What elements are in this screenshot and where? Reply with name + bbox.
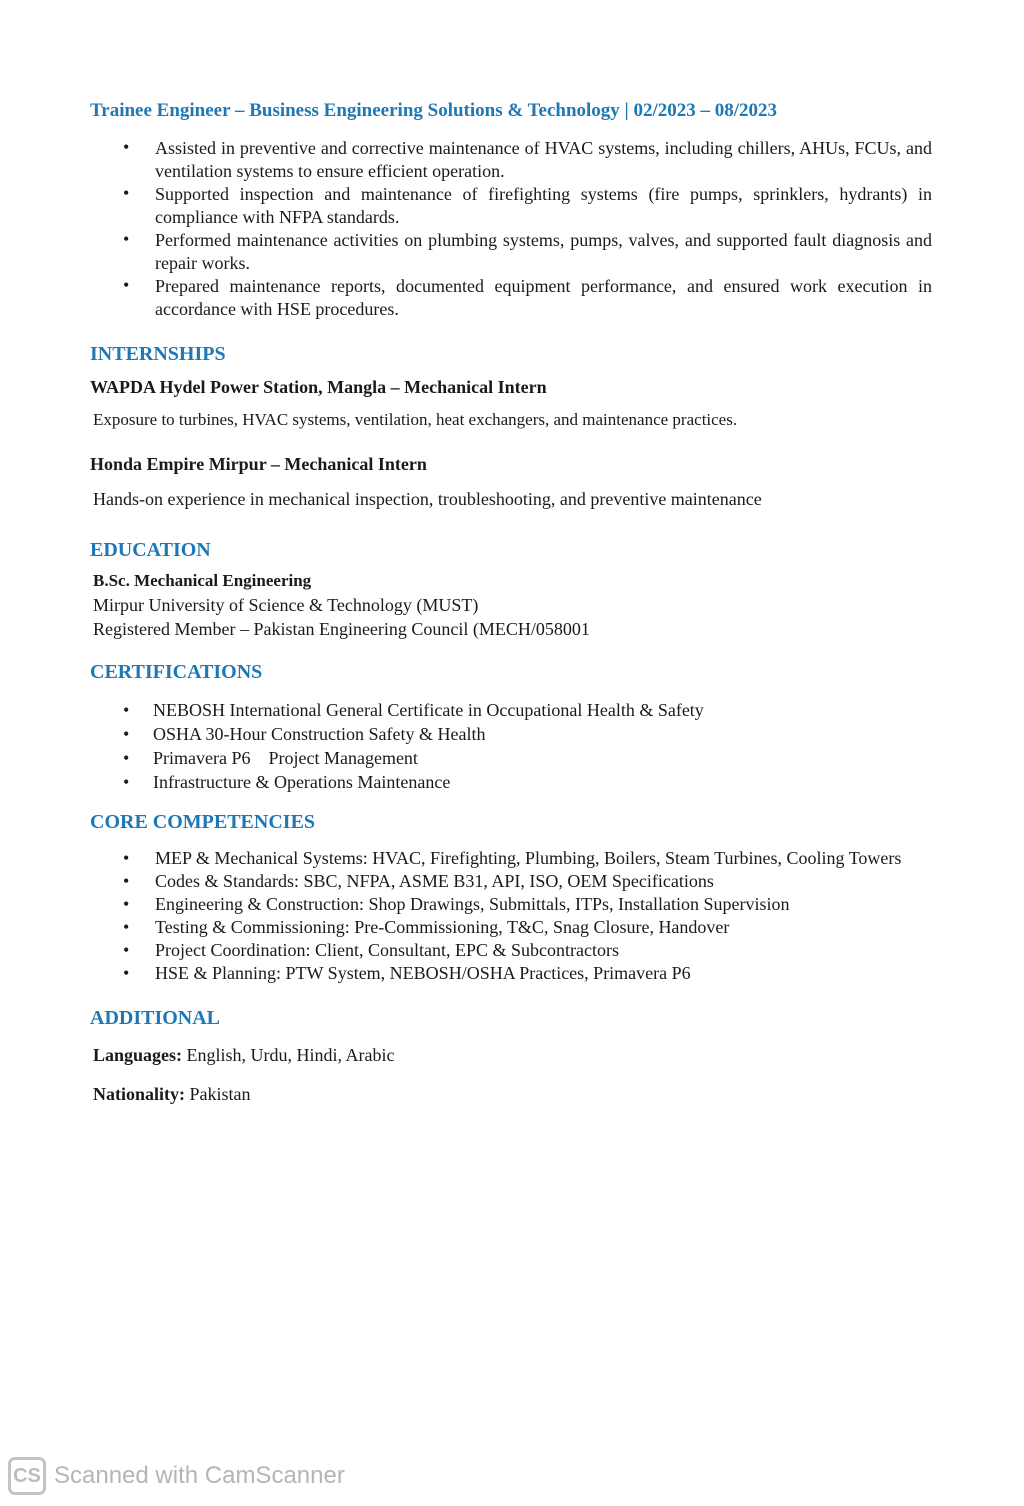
internship-desc: Exposure to turbines, HVAC systems, ventilation, heat exchangers, and maintenance practices. — [93, 410, 738, 429]
bullet-icon: • — [123, 229, 130, 249]
languages-line — [93, 1045, 395, 1066]
certification-item: Infrastructure & Operations Maintenance — [153, 772, 451, 792]
internship-title: WAPDA Hydel Power Station, Mangla – Mechanical Intern — [90, 377, 547, 397]
certification-item: Primavera P6 Project Management — [153, 748, 418, 768]
competency-item: Project Coordination: Client, Consultant, EPC & Subcontractors — [155, 940, 619, 960]
bullet-icon: • — [123, 724, 130, 744]
experience-bullet: Supported inspection and maintenance of firefighting systems (fire pumps, sprinklers, hydrants) in compliance with NFPA standards. — [155, 184, 932, 227]
experience-bullet: Performed maintenance activities on plumbing systems, pumps, valves, and supported fault diagnosis and repair works. — [155, 230, 932, 273]
languages-label: Languages: — [93, 1045, 183, 1065]
bullet-icon: • — [123, 894, 130, 914]
education-heading: EDUCATION — [90, 539, 211, 561]
nationality-label: Nationality: — [93, 1084, 185, 1104]
bullet-icon: • — [123, 700, 130, 720]
competencies-heading: CORE COMPETENCIES — [90, 811, 316, 833]
degree: B.Sc. Mechanical Engineering — [93, 571, 312, 590]
camscanner-watermark — [8, 1457, 345, 1495]
competency-item: Testing & Commissioning: Pre-Commissioning, T&C, Snag Closure, Handover — [155, 917, 730, 937]
bullet-icon: • — [123, 940, 130, 960]
nationality-value: Pakistan — [185, 1084, 251, 1104]
additional-heading: ADDITIONAL — [90, 1007, 221, 1029]
certification-item: NEBOSH International General Certificate in Occupational Health & Safety — [153, 700, 704, 720]
languages-value: English, Urdu, Hindi, Arabic — [182, 1045, 395, 1065]
registration: Registered Member – Pakistan Engineering Council (MECH/058001 — [93, 619, 590, 639]
nationality-line — [93, 1084, 251, 1105]
bullet-icon: • — [123, 963, 130, 983]
competency-item: HSE & Planning: PTW System, NEBOSH/OSHA Practices, Primavera P6 — [155, 963, 691, 983]
camscanner-logo-icon: CS — [8, 1457, 46, 1495]
bullet-icon: • — [123, 137, 130, 157]
certification-item: OSHA 30-Hour Construction Safety & Health — [153, 724, 486, 744]
bullet-icon: • — [123, 871, 130, 891]
job-title: Trainee Engineer – Business Engineering Solutions & Technology | 02/2023 – 08/2023 — [90, 100, 778, 121]
competency-item: MEP & Mechanical Systems: HVAC, Firefighting, Plumbing, Boilers, Steam Turbines, Cooling Towers — [155, 848, 902, 868]
bullet-icon: • — [123, 772, 130, 792]
competency-item: Codes & Standards: SBC, NFPA, ASME B31, API, ISO, OEM Specifications — [155, 871, 714, 891]
bullet-icon: • — [123, 917, 130, 937]
watermark-text: Scanned with CamScanner — [54, 1462, 345, 1489]
internships-heading: INTERNSHIPS — [90, 343, 226, 365]
bullet-icon: • — [123, 748, 130, 768]
experience-bullet: Prepared maintenance reports, documented equipment performance, and ensured work execution in accordance with HSE procedures. — [155, 276, 932, 319]
bullet-icon: • — [123, 183, 130, 203]
bullet-icon: • — [123, 848, 130, 868]
university: Mirpur University of Science & Technology (MUST) — [93, 595, 479, 615]
certifications-heading: CERTIFICATIONS — [90, 661, 263, 683]
competency-item: Engineering & Construction: Shop Drawings, Submittals, ITPs, Installation Supervision — [155, 894, 790, 914]
internship-desc: Hands-on experience in mechanical inspection, troubleshooting, and preventive maintenance — [93, 489, 762, 509]
internship-title: Honda Empire Mirpur – Mechanical Intern — [90, 454, 427, 474]
experience-bullet: Assisted in preventive and corrective maintenance of HVAC systems, including chillers, AHUs, FCUs, and ventilation systems to ensure efficient operation. — [155, 138, 932, 181]
bullet-icon: • — [123, 275, 130, 295]
